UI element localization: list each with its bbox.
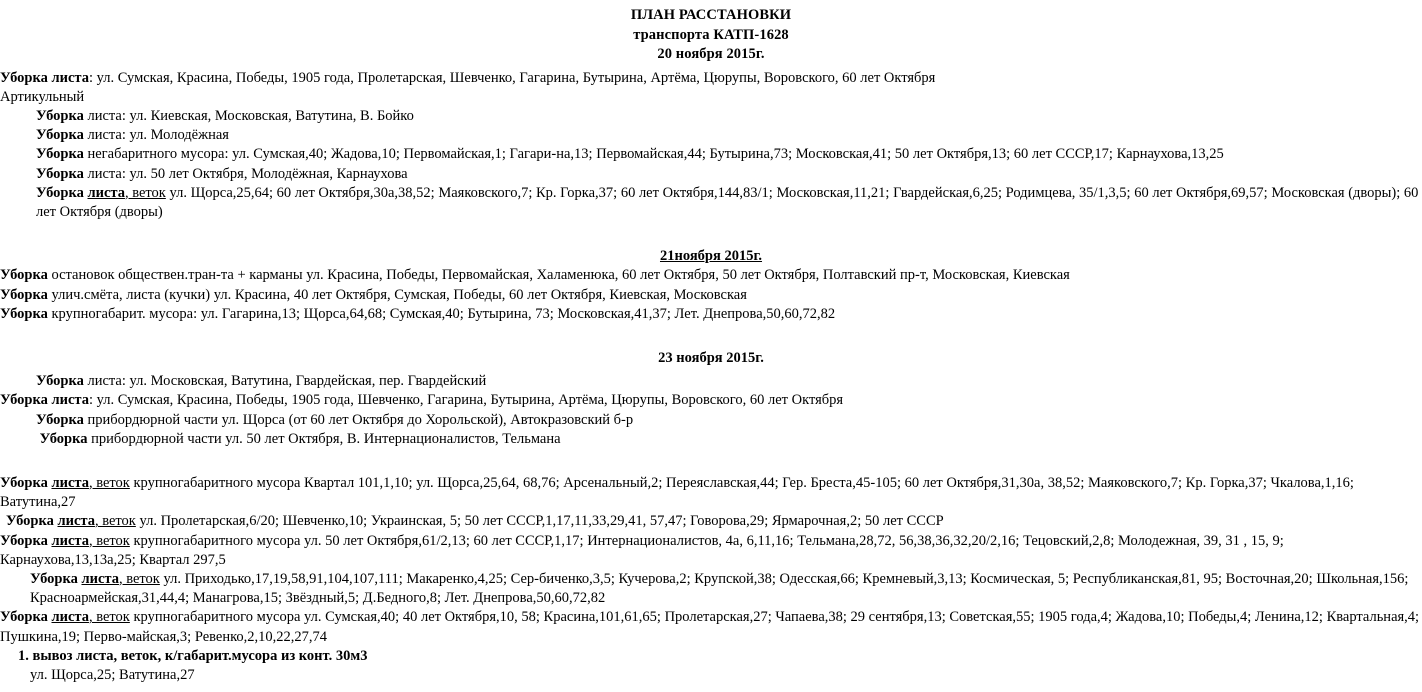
section-21-november: [0, 247, 1422, 324]
entry-text: остановок обществен.тран-та + карманы ул. Красина, Победы, Первомайская, Халаменюка, 60 лет Октября, 50 лет Октября, Полтавский пр-т, Московская, Киевская: [47, 267, 1070, 284]
entry-text: листа: ул. Молодёжная: [83, 127, 229, 144]
entry-prihodko: [0, 570, 1422, 608]
spacer: [0, 449, 1422, 474]
entry-50-let-oktyabrya: [0, 532, 1422, 570]
entry-uborka-negabarit-musora: [0, 145, 1422, 164]
entry-text: листа: ул. Киевская, Московская, Ватутина, В. Бойко: [83, 107, 414, 124]
entry-uborka-lista-sumskaya: [0, 391, 1422, 410]
numbered-item-detail: ул. Щорса,25; Ватутина,27: [30, 666, 195, 683]
document-title-block: [0, 6, 1422, 65]
entry-label: Уборка: [0, 532, 48, 549]
entry-label: Уборка: [36, 373, 84, 390]
entry-label: Уборка листа: [0, 69, 89, 86]
entry-label-underlined-2: , веток: [88, 532, 130, 549]
entry-uborka-pribordyurnoy-2: [0, 430, 1422, 449]
entry-label-underlined-2: , веток: [124, 184, 166, 201]
entry-label: Уборка: [36, 411, 84, 428]
entry-label: Уборка: [0, 267, 48, 284]
entry-label: Уборка: [30, 570, 78, 587]
entry-text: ул. Приходько,17,19,58,91,104,107,111; Макаренко,4,25; Сер-биченко,3,5; Кучерова,2; Крупской,38; Одесская,66; Кремневый,3,13; Космическая, 5; Республиканская,81, 95; Восточная,20; Школьная,156; Красноармейская,31,44,4; Манагрова,15; Звёздный,5; Д.Бедного,8; Лет. Днепрова,50,60,72,82: [30, 570, 1409, 607]
entry-label: Уборка: [6, 513, 54, 530]
section-additional-routes: [0, 474, 1422, 647]
entry-text: негабаритного мусора: ул. Сумская,40; Жадова,10; Первомайская,1; Гагари-на,13; Первомайская,44; Бутырина,73; Московская,41; 50 лет Октября,13; 60 лет СССР,17; Карнаухова,13,25: [83, 146, 1224, 163]
entry-kvartal-101: [0, 474, 1422, 512]
entry-continuation-artikulny: Артикульный: [0, 88, 85, 105]
entry-uborka-ostanovok: [0, 266, 1422, 285]
entry-label-underlined: листа: [51, 474, 89, 491]
entry-label-underlined-2: , веток: [88, 609, 130, 626]
entry-label: Уборка: [36, 127, 84, 144]
entry-uborka-pribordyurnoy-1: [0, 411, 1422, 430]
entry-label-underlined-2: , веток: [118, 570, 160, 587]
entry-label: Уборка: [36, 184, 84, 201]
numbered-item-block: [0, 647, 1422, 685]
entry-uborka-lista-2: [0, 107, 1422, 126]
entry-label-underlined: листа: [81, 570, 119, 587]
numbered-item-1: [0, 647, 1422, 666]
entry-label-underlined: листа: [57, 513, 95, 530]
entry-uborka-krupnogabarit: [0, 305, 1422, 324]
entry-text: крупногабаритного мусора Квартал 101,1,10; ул. Щорса,25,64, 68,76; Арсенальный,2; Переяславская,44; Гер. Бреста,45-105; 60 лет Октября,31,30а, 38,52; Маяковского,7; Кр. Горка,37; Чкалова,1,16; Ватутина,27: [0, 474, 1354, 511]
entry-uborka-lista-1: [0, 69, 1422, 88]
spacer: [0, 324, 1422, 349]
entry-label: Уборка: [36, 146, 84, 163]
entry-label-underlined: листа: [51, 532, 89, 549]
spacer: [0, 222, 1422, 247]
title-line-1: ПЛАН РАССТАНОВКИ: [630, 7, 792, 23]
entry-uborka-lista-4: [0, 165, 1422, 184]
entry-uborka-lista-moskovskaya: [0, 372, 1422, 391]
entry-text: прибордюрной части ул. 50 лет Октября, В. Интернационалистов, Тельмана: [87, 430, 561, 447]
entry-label-underlined-2: , веток: [94, 513, 136, 530]
entry-uborka-lista-vetok-1: [0, 184, 1422, 222]
entry-label: Уборка: [36, 107, 84, 124]
entry-text: прибордюрной части ул. Щорса (от 60 лет Октября до Хорольской), Автокразовский б-р: [83, 411, 634, 428]
entry-text: : ул. Сумская, Красина, Победы, 1905 года, Пролетарская, Шевченко, Гагарина, Бутырина, Артёма, Цюрупы, Воровского, 60 лет Октября: [88, 69, 936, 86]
date-heading-23-november: 23 ноября 2015г.: [658, 349, 764, 366]
date-heading-21-november: 21ноября 2015г.: [659, 248, 763, 265]
numbered-item-number: 1.: [18, 647, 29, 664]
entry-text: улич.смёта, листа (кучки) ул. Красина, 40 лет Октября, Сумская, Победы, 60 лет Октября, Киевская, Московская: [47, 286, 747, 303]
title-line-3: 20 ноября 2015г.: [657, 46, 765, 62]
entry-label: Уборка: [0, 609, 48, 626]
entry-label: Уборка: [0, 286, 48, 303]
entry-text: листа: ул. 50 лет Октября, Молодёжная, Карнаухова: [83, 165, 408, 182]
entry-label-underlined-2: , веток: [88, 474, 130, 491]
entry-text: листа: ул. Московская, Ватутина, Гвардейская, пер. Гвардейский: [83, 373, 487, 390]
entry-uborka-ulich-smeta: [0, 286, 1422, 305]
numbered-item-text: вывоз листа, веток, к/габарит.мусора из конт. 30м3: [32, 647, 368, 664]
entry-text: ул. Щорса,25,64; 60 лет Октября,30а,38,52; Маяковского,7; Кр. Горка,37; 60 лет Октября,144,83/1; Московская,11,21; Гвардейская,6,25; Родимцева, 35/1,3,5; 60 лет Октября,69,57; Московская (дворы); 60 лет Октября (дворы): [36, 184, 1419, 220]
entry-text: крупногабарит. мусора: ул. Гагарина,13; Щорса,64,68; Сумская,40; Бутырина, 73; Московская,41,37; Лет. Днепрова,50,60,72,82: [47, 305, 836, 322]
entry-text: ул. Пролетарская,6/20; Шевченко,10; Украинская, 5; 50 лет СССР,1,17,11,33,29,41, 57,47; Говорова,29; Ярмарочная,2; 50 лет СССР: [135, 513, 944, 530]
entry-label: Уборка: [0, 305, 48, 322]
entry-text: крупногабаритного мусора ул. 50 лет Октября,61/2,13; 60 лет СССР,1,17; Интернационалистов, 4а, 6,11,16; Тельмана,28,72, 56,38,36,32,20/2,16; Тецовский,2,8; Молодежная, 39, 31 , 15, 9; Карнаухова,13,13а,25; Квартал 297,5: [0, 532, 1284, 568]
entry-label: Уборка листа: [0, 392, 89, 409]
entry-sumskaya-40: [0, 608, 1422, 646]
entry-label-underlined: листа: [51, 609, 89, 626]
section-23-november: [0, 349, 1422, 449]
section-20-november: [0, 69, 1422, 223]
entry-text: : ул. Сумская, Красина, Победы, 1905 года, Шевченко, Гагарина, Бутырина, Артёма, Цюрупы, Воровского, 60 лет Октября: [88, 392, 844, 409]
title-line-2: транспорта КАТП-1628: [633, 26, 789, 43]
entry-label: Уборка: [39, 430, 88, 447]
entry-proletarskaya: [0, 512, 1422, 531]
entry-text: крупногабаритного мусора ул. Сумская,40; 40 лет Октября,10, 58; Красина,101,61,65; Пролетарская,27; Чапаева,38; 29 сентября,13; Советская,55; 1905 года,4; Жадова,10; Победы,4; Ленина,12; Квартальная,4; Пушкина,19; Перво-майская,3; Ревенко,2,10,22,27,74: [0, 609, 1420, 645]
entry-label-underlined: листа: [87, 184, 125, 201]
entry-label: Уборка: [36, 165, 84, 182]
entry-label: Уборка: [0, 474, 48, 491]
entry-uborka-lista-3: [0, 126, 1422, 145]
